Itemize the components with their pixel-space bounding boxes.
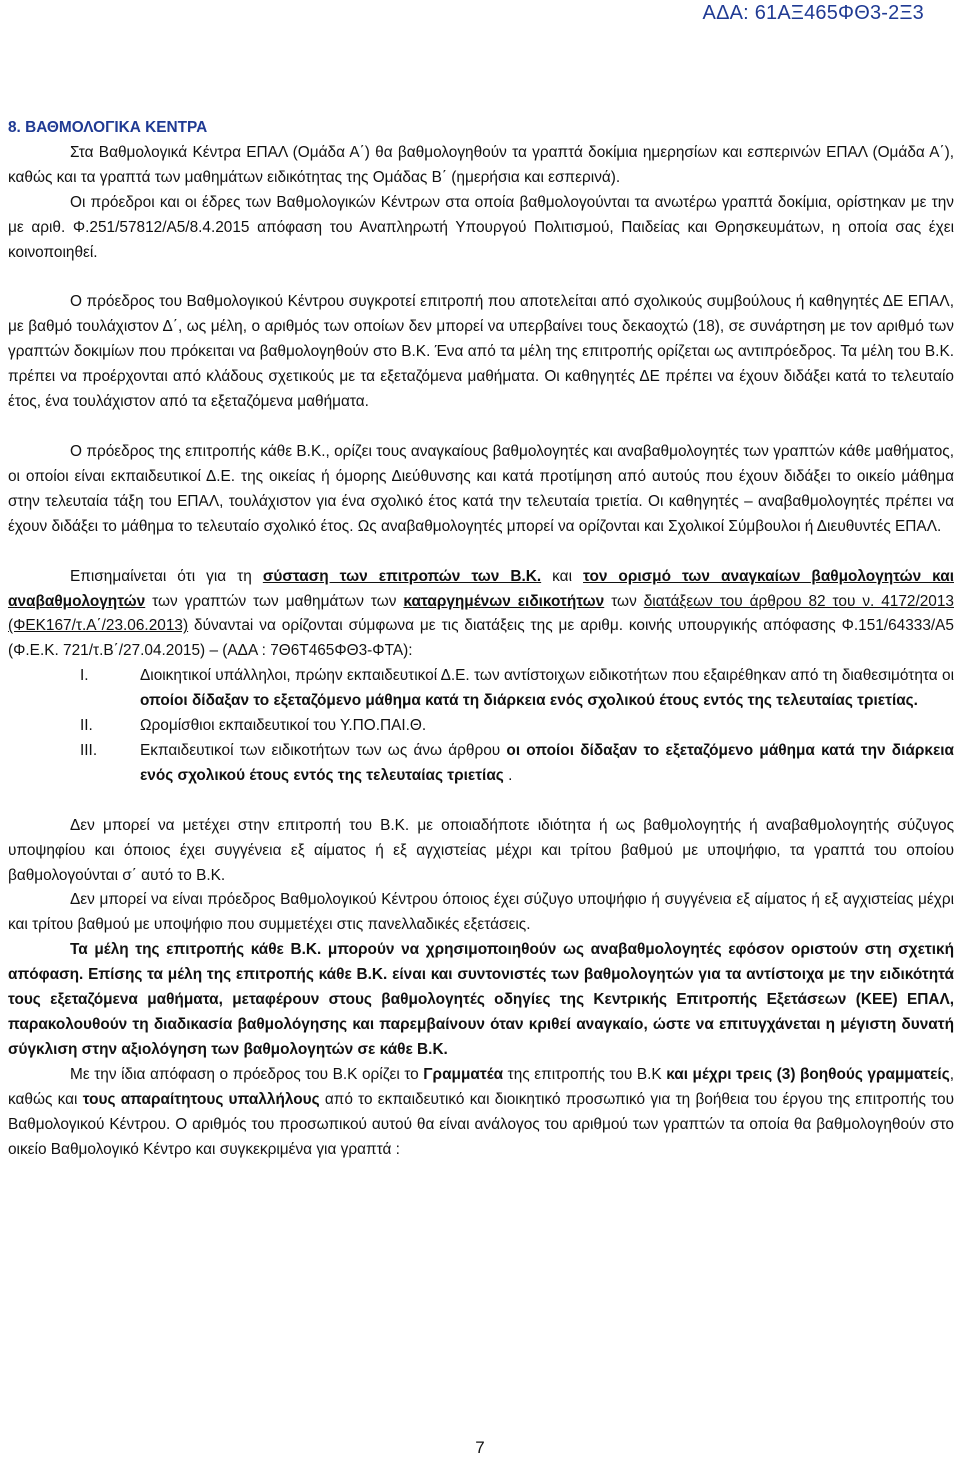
text-run: δύναντai να ορίζονται σύμφωνα με τις διατάξεις της με αριθμ. κοινής υπουργικής απόφασης Φ.151/64333/Α5 (Φ.Ε.Κ. 721/τ.Β΄/27.04.2015) – (ΑΔΑ : 7Θ6Τ465ΦΘ3-ΦΤΑ): [8,617,954,660]
text-run: . [503,766,513,784]
list-item [80,714,954,739]
text-run: των γραπτών των μαθημάτων των [145,592,404,610]
text-run: και [541,567,584,585]
text-run: της επιτροπής του Β.Κ [503,1065,667,1083]
text-run: Διοικητικοί υπάλληλοι, πρώην εκπαιδευτικοί Δ.Ε. των αντίστοιχων ειδικοτήτων που εξαιρέθηκαν από τη διαθεσιμότητα οι [140,667,954,685]
page-number: 7 [475,1438,485,1457]
list-text [140,664,954,714]
list-number: I. [80,667,89,685]
text-run-bold-underline: σύσταση των επιτροπών των Β.Κ. [262,567,542,585]
list-number: III. [80,741,98,759]
list-item [80,664,954,714]
criteria-list [80,664,954,789]
paragraph-4: Ο πρόεδρος της επιτροπής κάθε Β.Κ., ορίζει τους αναγκαίους βαθμολογητές και αναβαθμολογητές των γραπτών κάθε μαθήματος, οι οποίοι είναι εκπαιδευτικοί Δ.Ε. της οικείας ή όμορης Διεύθυνσης και κατά προτίμηση από αυτούς που έχουν διδάξει το οικείο μάθημα στην τελευταία τάξη του ΕΠΑΛ, τουλάχιστον για ένα σχολικό έτος κατά την τελευταία τριετία. Οι καθηγητές – αναβαθμολογητές πρέπει να έχουν διδάξει το μάθημα το τελευταίο σχολικό έτος. Ως αναβαθμολογητές μπορεί να ορίζονται και Σχολικοί Σύμβουλοι ή Διευθυντές ΕΠΑΛ. [8,442,954,535]
text-run-bold-underline: καταργημένων ειδικοτήτων [403,592,605,610]
text-run-bold: Γραμματέα [423,1065,504,1083]
text-run-bold: οι οποίοι δίδαξαν το εξεταζόμενο μάθημα κατά την διάρκεια ενός σχολικού έτους εντός της τελευταίας τριετίας [140,741,954,784]
list-item [80,739,954,789]
paragraph-5 [8,565,954,665]
text-run-bold: τους απαραίτητους υπαλλήλους [82,1090,320,1108]
text-run-bold-underline: τον ορισμό των αναγκαίων βαθμολογητών και αναβαθμολογητών [8,567,954,610]
section-heading: 8. ΒΑΘΜΟΛΟΓΙΚΑ ΚΕΝΤΡΑ [8,119,208,136]
paragraph-6: Δεν μπορεί να μετέχει στην επιτροπή του Β.Κ. με οποιαδήποτε ιδιότητα ή ως βαθμολογητής ή αναβαθμολογητής σύζυγος υποψηφίου και όποιος έχει συγγένεια εξ αίματος ή εξ αγχιστείας μέχρι και τρίτου βαθμού με υποψήφιο, τα γραπτά του οποίου βαθμολογούνται σ΄ αυτό το Β.Κ. [8,816,954,884]
ada-code: ΑΔΑ: 61ΑΞ465ΦΘ3-2Ξ3 [702,2,924,24]
list-text [140,739,954,789]
list-number: II. [80,717,93,735]
text-run: των [604,592,644,610]
document-body [8,116,954,1162]
paragraph-1: Στα Βαθμολογικά Κέντρα ΕΠΑΛ (Ομάδα Α΄) θα βαθμολογηθούν τα γραπτά δοκίμια ημερησίων και εσπερινών ΕΠΑΛ (Ομάδα Α΄), καθώς και τα γραπτά των μαθημάτων ειδικότητας της Ομάδας Β΄ (ημερήσια και εσπερινά). [8,143,954,186]
text-run-underline: διατάξεων του άρθρου 82 του ν. 4172/2013 (ΦΕΚ167/τ.Α΄/23.06.2013) [8,592,954,635]
text-run: από το εκπαιδευτικό και διοικητικό προσωπικό για τη βοήθεια του έργου της επιτροπής του Βαθμολογικού Κέντρου. Ο αριθμός του προσωπικού αυτού θα είναι ανάλογος του αριθμού των γραπτών τα οποία θα βαθμολογηθούν στο οικείο Βαθμολογικό Κέντρο και συγκεκριμένα για γραπτά : [8,1090,954,1158]
paragraph-8: Τα μέλη της επιτροπής κάθε Β.Κ. μπορούν να χρησιμοποιηθούν ως αναβαθμολογητές εφόσον οριστούν στη σχετική απόφαση. Επίσης τα μέλη της επιτροπής κάθε Β.Κ. είναι και συντονιστές των βαθμολογητών για τα αντίστοιχα με την ειδικότητά τους εξεταζόμενα μαθήματα, μεταφέρουν στους βαθμολογητές οδηγίες της Κεντρικής Επιτροπής Εξετάσεων (ΚΕΕ) ΕΠΑΛ, παρακολουθούν τη διαδικασία βαθμολόγησης και παρεμβαίνουν όταν κριθεί αναγκαίο, ώστε να επιτυγχάνεται η μέγιστη δυνατή σύγκλιση στην αξιολόγηση των βαθμολογητών σε κάθε Β.Κ. [8,941,954,1058]
list-text [140,714,954,739]
paragraph-3: Ο πρόεδρος του Βαθμολογικού Κέντρου συγκροτεί επιτροπή που αποτελείται από σχολικούς συμβούλους ή καθηγητές ΔΕ ΕΠΑΛ, με βαθμό τουλάχιστον Δ΄, ως μέλη, ο αριθμός των οποίων δεν μπορεί να υπερβαίνει τους δεκαοχτώ (18), σε συνάρτηση με τον αριθμό των γραπτών δοκιμίων που πρόκειται να βαθμολογηθούν στο Β.Κ. Ένα από τα μέλη της επιτροπής ορίζεται ως αντιπρόεδρος. Τα μέλη του Β.Κ. πρέπει να προέρχονται από κλάδους σχετικούς με τα εξεταζόμενα μαθήματα. Οι καθηγητές ΔΕ πρέπει να έχουν διδάξει κατά το τελευταίο έτος, ένα τουλάχιστον από τα εξεταζόμενα μαθήματα. [8,293,954,411]
text-run-bold: οποίοι δίδαξαν το εξεταζόμενο μάθημα κατά τη διάρκεια ενός σχολικού έτους εντός της τελευταίας τριετίας. [140,692,918,710]
text-run: Ωρομίσθιοι εκπαιδευτικοί του Υ.ΠΟ.ΠΑΙ.Θ. [140,717,427,735]
text-run: , καθώς και [8,1065,954,1108]
paragraph-2: Οι πρόεδροι και οι έδρες των Βαθμολογικών Κέντρων στα οποία βαθμολογούνται τα ανωτέρω γραπτά δοκίμια, ορίστηκαν με την με αριθ. Φ.251/57812/Α5/8.4.2015 απόφαση του Αναπληρωτή Υπουργού Πολιτισμού, Παιδείας και Θρησκευμάτων, η οποία σας έχει κοινοποιηθεί. [8,193,954,261]
text-run-bold: και μέχρι τρεις (3) βοηθούς γραμματείς [666,1065,950,1083]
paragraph-7: Δεν μπορεί να είναι πρόεδρος Βαθμολογικού Κέντρου όποιος έχει σύζυγο υποψήφιο ή συγγένεια εξ αίματος ή εξ αγχιστείας μέχρι και τρίτου βαθμού με υποψήφιο που συμμετέχει στις πανελλαδικές εξετάσεις. [8,891,954,934]
text-run: Εκπαιδευτικοί των ειδικοτήτων των ως άνω άρθρου [140,741,507,759]
text-run: Με την ίδια απόφαση ο πρόεδρος του Β.Κ ορίζει το [70,1065,424,1083]
paragraph-9 [8,1063,954,1163]
text-run: Επισημαίνεται ότι για τη [70,567,263,585]
